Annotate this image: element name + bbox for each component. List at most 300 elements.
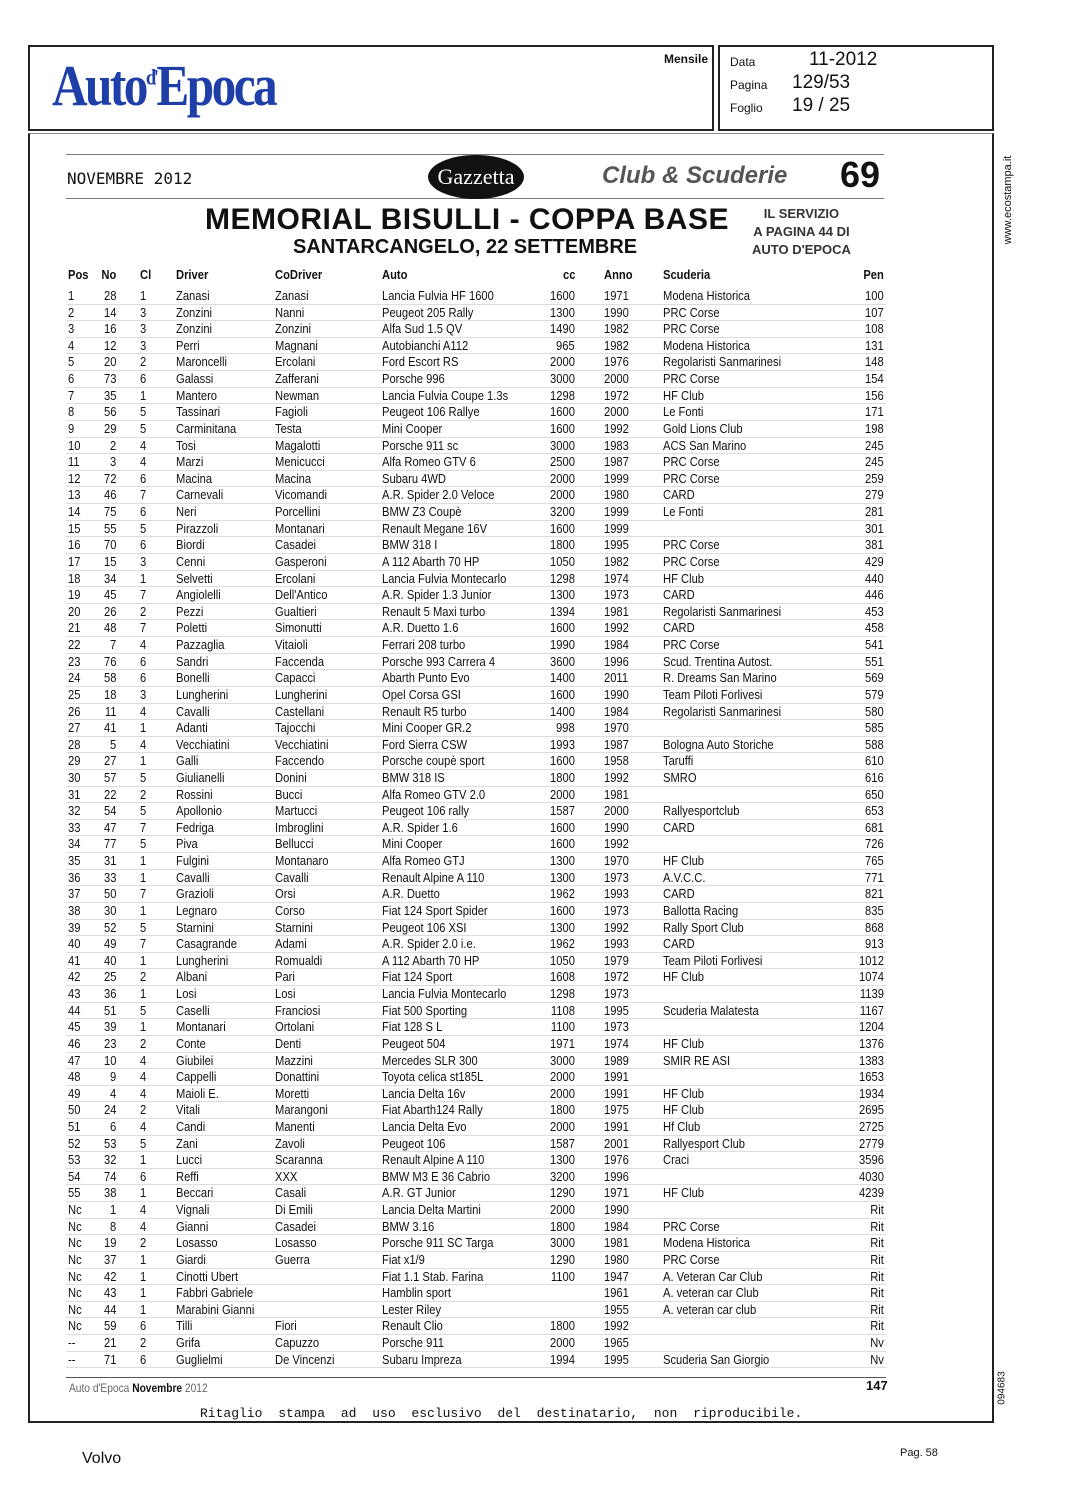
cell-penalty: Rit <box>870 1285 884 1301</box>
cell-scuderia: HF Club <box>663 1102 705 1118</box>
cell-class: 7 <box>140 620 147 636</box>
cell-number: 59 <box>103 1318 116 1334</box>
cell-driver: Maroncelli <box>176 354 227 370</box>
cell-scuderia: CARD <box>663 886 695 902</box>
clip-notice: Ritaglio stampa ad uso esclusivo del destinatario, non riproducibile. <box>200 1406 803 1421</box>
cell-pos: 54 <box>68 1168 81 1184</box>
cell-anno: 1973 <box>604 869 629 885</box>
cell-scuderia: Le Fonti <box>663 504 704 520</box>
cell-anno: 1990 <box>604 686 629 702</box>
cell-pos: 29 <box>68 753 81 769</box>
cell-anno: 1999 <box>604 504 629 520</box>
cell-codriver: Manenti <box>275 1119 315 1134</box>
cell-driver: Zani <box>176 1135 198 1151</box>
cell-anno: 1973 <box>604 986 629 1002</box>
cell-pos: 8 <box>68 404 75 420</box>
cell-penalty: 458 <box>865 620 884 636</box>
cell-pos: 13 <box>68 487 81 503</box>
cell-driver: Albani <box>176 969 208 985</box>
footer-page: 147 <box>866 1378 888 1393</box>
cell-pos: 27 <box>68 720 81 736</box>
cell-codriver: Tajocchi <box>275 720 316 736</box>
cell-scuderia: PRC Corse <box>663 470 720 486</box>
cell-anno: 1974 <box>604 1035 629 1051</box>
cell-class: 1 <box>140 1152 147 1168</box>
cell-codriver: Magalotti <box>275 437 321 453</box>
cell-codriver: Capacci <box>275 670 316 686</box>
cell-codriver: Cavalli <box>275 869 309 885</box>
cell-class: 1 <box>140 952 147 968</box>
cell-penalty: 579 <box>865 686 884 702</box>
cell-driver: Cappelli <box>176 1069 217 1085</box>
cell-pos: 48 <box>68 1069 81 1085</box>
cell-anno: 1955 <box>604 1301 629 1317</box>
cell-anno: 1981 <box>604 603 629 619</box>
cell-number: 71 <box>103 1351 116 1367</box>
cell-anno: 1983 <box>604 437 629 453</box>
cell-class: 1 <box>140 869 147 885</box>
cell-driver: Pirazzoli <box>176 520 219 536</box>
cell-driver: Biordi <box>176 537 205 553</box>
cell-scuderia: CARD <box>663 587 695 603</box>
cell-penalty: 245 <box>865 454 884 470</box>
cell-anno: 1990 <box>604 1202 629 1218</box>
cell-class: 1 <box>140 1285 147 1301</box>
cell-codriver: De Vincenzi <box>275 1351 335 1367</box>
cell-scuderia: CARD <box>663 936 695 952</box>
cell-codriver: Zafferani <box>275 371 319 387</box>
cell-cc: 2000 <box>550 354 575 370</box>
cell-penalty: 1934 <box>859 1085 884 1101</box>
cell-codriver: Pari <box>275 969 295 985</box>
note-line: A PAGINA 44 DI <box>753 224 850 239</box>
cell-class: 4 <box>140 1218 147 1234</box>
cell-auto: A.R. Spider 1.6 <box>382 819 458 835</box>
cell-pos: 5 <box>68 354 75 370</box>
cell-driver: Giubilei <box>176 1052 214 1068</box>
cell-number: 20 <box>103 354 116 370</box>
cell-class: 2 <box>140 354 147 370</box>
cell-number: 26 <box>103 603 116 619</box>
cell-class: 2 <box>140 786 147 802</box>
cell-driver: Losasso <box>176 1235 218 1251</box>
cell-scuderia: PRC Corse <box>663 371 720 387</box>
cell-cc: 965 <box>556 337 575 353</box>
cell-codriver: Vitaioli <box>275 637 308 653</box>
cell-pos: 33 <box>68 819 81 835</box>
cell-auto: Mercedes SLR 300 <box>382 1052 478 1068</box>
cell-pos: 26 <box>68 703 81 719</box>
cell-pos: 20 <box>68 603 81 619</box>
cell-anno: 1992 <box>604 1318 629 1334</box>
cell-scuderia: A. veteran car Club <box>663 1285 759 1301</box>
cell-codriver: Ortolani <box>275 1019 315 1035</box>
cell-pos: 15 <box>68 520 81 536</box>
cell-anno: 1993 <box>604 936 629 952</box>
cell-driver: Apollonio <box>176 803 223 819</box>
cell-penalty: 3596 <box>859 1152 884 1168</box>
cell-scuderia: PRC Corse <box>663 537 720 553</box>
cell-cc: 3000 <box>550 437 575 453</box>
cell-cc: 1962 <box>550 886 575 902</box>
cell-scuderia: A. veteran car club <box>663 1301 757 1317</box>
cell-number: 75 <box>103 504 116 520</box>
cell-scuderia: Scud. Trentina Autost. <box>663 653 773 669</box>
cell-codriver: Casadei <box>275 1218 317 1234</box>
cell-codriver: Moretti <box>275 1085 310 1101</box>
cell-number: 23 <box>103 1035 116 1051</box>
cell-anno: 1974 <box>604 570 629 586</box>
cell-cc: 2500 <box>550 454 575 470</box>
cell-penalty: 108 <box>865 321 884 337</box>
cell-codriver: Montanaro <box>275 853 329 869</box>
cell-class: 1 <box>140 1268 147 1284</box>
cell-anno: 1970 <box>604 720 629 736</box>
cell-auto: Porsche 993 Carrera 4 <box>382 653 496 669</box>
cell-codriver: Porcellini <box>275 504 321 520</box>
cell-number: 30 <box>103 902 116 918</box>
cell-penalty: 653 <box>865 803 884 819</box>
cell-anno: 1995 <box>604 537 629 553</box>
cell-codriver: Macina <box>275 470 312 486</box>
cell-anno: 1987 <box>604 454 629 470</box>
cell-cc: 2000 <box>550 786 575 802</box>
footer-year: 2012 <box>184 1381 208 1395</box>
pagina-value: 129/53 <box>792 72 851 93</box>
cell-auto: Renault Alpine A 110 <box>382 1152 485 1168</box>
cell-scuderia: Le Fonti <box>663 404 704 420</box>
cell-class: 7 <box>140 819 147 835</box>
cell-driver: Montanari <box>176 1019 226 1035</box>
cell-cc: 1050 <box>550 952 575 968</box>
cell-cc: 1298 <box>550 387 575 403</box>
cell-driver: Lungherini <box>176 686 229 702</box>
cell-pos: Nc <box>68 1235 82 1251</box>
cell-penalty: 100 <box>865 288 884 303</box>
cell-anno: 1995 <box>604 1351 629 1367</box>
cell-number: 33 <box>103 869 116 885</box>
cell-class: 3 <box>140 553 147 569</box>
cell-driver: Piva <box>176 836 198 852</box>
cell-number: 42 <box>103 1268 116 1284</box>
cell-class: 1 <box>140 1185 147 1201</box>
cell-driver: Legnaro <box>176 902 218 918</box>
cell-scuderia: Taruffi <box>663 753 694 769</box>
cell-pos: 44 <box>68 1002 81 1018</box>
cell-scuderia: Scuderia Malatesta <box>663 1002 759 1018</box>
cell-pos: 11 <box>68 454 80 470</box>
cell-anno: 1980 <box>604 1251 629 1267</box>
cell-cc: 1587 <box>550 803 575 819</box>
cell-auto: Fiat 124 Sport Spider <box>382 902 488 918</box>
cell-driver: Reffi <box>176 1168 199 1184</box>
cell-scuderia: PRC Corse <box>663 637 720 653</box>
cell-penalty: 726 <box>865 836 884 852</box>
cell-codriver: Magnani <box>275 337 318 353</box>
cell-auto: Fiat 500 Sporting <box>382 1002 468 1018</box>
cell-codriver: Losasso <box>275 1235 317 1251</box>
cell-pos: 14 <box>68 504 81 520</box>
cell-penalty: 1139 <box>859 986 884 1002</box>
cell-cc: 1490 <box>550 321 575 337</box>
footer-month: Novembre <box>132 1381 183 1395</box>
cell-penalty: 446 <box>865 587 884 603</box>
cell-cc: 1600 <box>550 902 575 918</box>
cell-anno: 1996 <box>604 1168 629 1184</box>
cell-number: 43 <box>103 1285 116 1301</box>
cell-auto: Ford Sierra CSW <box>382 736 468 752</box>
cell-class: 6 <box>140 1168 147 1184</box>
cell-penalty: 381 <box>865 537 884 553</box>
cell-cc: 1400 <box>550 703 575 719</box>
column-header-cc: cc <box>562 267 575 282</box>
cell-number: 5 <box>109 736 116 752</box>
cell-number: 49 <box>103 936 116 952</box>
cell-cc: 3600 <box>550 653 575 669</box>
cell-number: 41 <box>103 720 116 736</box>
cell-anno: 1984 <box>604 703 629 719</box>
cell-number: 50 <box>103 886 116 902</box>
cell-codriver: Marangoni <box>275 1102 328 1118</box>
cell-driver: Pazzaglia <box>176 637 225 653</box>
cell-number: 14 <box>103 304 116 320</box>
cell-anno: 2011 <box>604 670 629 686</box>
article-footer <box>69 1381 208 1395</box>
cell-anno: 1991 <box>604 1069 629 1085</box>
sheet-page: Pag. 58 <box>900 1447 938 1459</box>
client-name: Volvo <box>82 1450 122 1467</box>
cell-cc: 1971 <box>550 1035 575 1051</box>
cell-codriver: Menicucci <box>275 454 325 470</box>
cell-penalty: 1653 <box>859 1069 884 1085</box>
cell-cc: 1800 <box>550 1218 575 1234</box>
column-header-auto: Auto <box>382 267 408 282</box>
cell-cc: 1600 <box>550 420 575 436</box>
cell-penalty: 4030 <box>859 1168 884 1184</box>
cell-driver: Neri <box>176 504 197 520</box>
cell-penalty: 279 <box>865 487 884 503</box>
cell-cc: 1108 <box>550 1002 575 1018</box>
cell-driver: Guglielmi <box>176 1351 223 1367</box>
cell-pos: 49 <box>68 1085 81 1101</box>
cell-codriver: Di Emili <box>275 1202 313 1218</box>
cell-driver: Candi <box>176 1119 206 1134</box>
cell-pos: 7 <box>68 387 75 403</box>
cell-number: 55 <box>103 520 116 536</box>
cell-number: 58 <box>103 670 116 686</box>
cell-driver: Selvetti <box>176 570 213 586</box>
cell-scuderia: HF Club <box>663 969 705 985</box>
cell-driver: Tassinari <box>176 404 221 420</box>
cell-scuderia: Rally Sport Club <box>663 919 744 935</box>
cell-driver: Carnevali <box>176 487 224 503</box>
cell-pos: 21 <box>68 620 81 636</box>
cell-scuderia: PRC Corse <box>663 304 720 320</box>
cell-penalty: Nv <box>870 1351 884 1367</box>
column-header-codriver: CoDriver <box>275 267 323 282</box>
cell-class: 4 <box>140 1202 147 1218</box>
cell-pos: 31 <box>68 786 81 802</box>
cell-driver: Carminitana <box>176 420 237 436</box>
cell-driver: Zonzini <box>176 304 213 320</box>
cell-anno: 1984 <box>604 637 629 653</box>
cell-anno: 1958 <box>604 753 629 769</box>
cell-auto: Porsche 911 sc <box>382 437 459 453</box>
cell-anno: 2001 <box>604 1135 629 1151</box>
cell-anno: 1970 <box>604 853 629 869</box>
cell-anno: 2000 <box>604 404 629 420</box>
cell-penalty: Rit <box>870 1218 884 1234</box>
cell-driver: Gianni <box>176 1218 209 1234</box>
cell-anno: 1979 <box>604 952 629 968</box>
cell-pos: 35 <box>68 853 81 869</box>
cell-pos: Nc <box>68 1251 82 1267</box>
cell-auto: Mini Cooper <box>382 420 443 436</box>
cell-scuderia: CARD <box>663 620 695 636</box>
cell-cc: 1600 <box>550 836 575 852</box>
cell-number: 29 <box>103 420 116 436</box>
cell-auto: Peugeot 106 Rallye <box>382 404 480 420</box>
cell-anno: 1973 <box>604 902 629 918</box>
cell-auto: Fiat 1.1 Stab. Farina <box>382 1268 484 1284</box>
cell-auto: A 112 Abarth 70 HP <box>382 952 480 968</box>
cell-class: 1 <box>140 986 147 1002</box>
cell-driver: Angiolelli <box>176 587 221 603</box>
cell-auto: Fiat x1/9 <box>382 1251 425 1267</box>
cell-class: 1 <box>140 720 147 736</box>
cell-penalty: 148 <box>865 354 884 370</box>
cell-driver: Tilli <box>176 1318 193 1334</box>
cell-pos: 46 <box>68 1035 81 1051</box>
cell-penalty: 585 <box>865 720 884 736</box>
cell-number: 4 <box>109 1085 116 1101</box>
cell-class: 1 <box>140 288 147 303</box>
cell-auto: Mini Cooper <box>382 836 443 852</box>
cell-class: 2 <box>140 1035 147 1051</box>
cell-pos: 52 <box>68 1135 81 1151</box>
cell-scuderia: Hf Club <box>663 1119 701 1134</box>
cell-auto: Mini Cooper GR.2 <box>382 720 472 736</box>
issue-month: NOVEMBRE 2012 <box>67 169 193 188</box>
cell-cc: 2000 <box>550 1119 575 1134</box>
cell-anno: 1992 <box>604 620 629 636</box>
cell-pos: Nc <box>68 1285 82 1301</box>
cell-codriver: Capuzzo <box>275 1335 320 1351</box>
cell-driver: Cenni <box>176 553 206 569</box>
cell-auto: Alfa Romeo GTV 2.0 <box>382 786 486 802</box>
cell-codriver: Dell'Antico <box>275 587 328 603</box>
cell-penalty: 569 <box>865 670 884 686</box>
cell-driver: Vitali <box>176 1102 201 1118</box>
cell-penalty: 765 <box>865 853 884 869</box>
cell-penalty: 650 <box>865 786 884 802</box>
cell-driver: Giulianelli <box>176 769 225 785</box>
cell-codriver: Donini <box>275 769 307 785</box>
cell-auto: Peugeot 504 <box>382 1035 446 1051</box>
cell-cc: 1050 <box>550 553 575 569</box>
cell-class: 7 <box>140 936 147 952</box>
cell-cc: 1600 <box>550 404 575 420</box>
cell-codriver: Faccendo <box>275 753 325 769</box>
cell-scuderia: Bologna Auto Storiche <box>663 736 774 752</box>
cell-penalty: 1167 <box>859 1002 884 1018</box>
cell-anno: 1975 <box>604 1102 629 1118</box>
cell-pos: 19 <box>68 587 81 603</box>
cell-codriver: Casali <box>275 1185 307 1201</box>
cell-anno: 1992 <box>604 769 629 785</box>
cell-cc: 3200 <box>550 504 575 520</box>
cell-codriver: Donattini <box>275 1069 320 1085</box>
cell-auto: Peugeot 205 Rally <box>382 304 474 320</box>
cell-number: 6 <box>109 1119 116 1134</box>
cell-number: 25 <box>103 969 116 985</box>
cell-codriver: Franciosi <box>275 1002 321 1018</box>
cell-anno: 1972 <box>604 387 629 403</box>
cell-auto: Autobianchi A112 <box>382 337 469 353</box>
cell-number: 19 <box>103 1235 116 1251</box>
cell-driver: Caselli <box>176 1002 210 1018</box>
cell-number: 27 <box>103 753 116 769</box>
cell-pos: 40 <box>68 936 81 952</box>
article-title: MEMORIAL BISULLI - COPPA BASE <box>205 203 729 236</box>
cell-driver: Tosi <box>176 437 196 453</box>
cell-driver: Zonzini <box>176 321 213 337</box>
cell-codriver: Denti <box>275 1035 302 1051</box>
cell-penalty: 580 <box>865 703 884 719</box>
cell-number: 51 <box>103 1002 116 1018</box>
column-header-anno: Anno <box>604 267 633 282</box>
cell-class: 5 <box>140 1135 147 1151</box>
cell-auto: Porsche 911 <box>382 1335 444 1351</box>
cell-anno: 2000 <box>604 371 629 387</box>
cell-number: 10 <box>103 1052 116 1068</box>
cell-auto: Porsche coupè sport <box>382 753 485 769</box>
cell-driver: Perri <box>176 337 200 353</box>
cell-cc: 1298 <box>550 570 575 586</box>
cell-codriver: Martucci <box>275 803 318 819</box>
cell-cc: 1100 <box>550 1019 575 1035</box>
cell-driver: Macina <box>176 470 213 486</box>
cell-auto: Renault R5 turbo <box>382 703 467 719</box>
cell-pos: 37 <box>68 886 81 902</box>
cell-penalty: 171 <box>865 404 884 420</box>
cell-class: 5 <box>140 769 147 785</box>
cell-penalty: 259 <box>865 470 884 486</box>
cell-driver: Cavalli <box>176 703 210 719</box>
cell-number: 56 <box>103 404 116 420</box>
cell-penalty: 429 <box>865 553 884 569</box>
cell-class: 1 <box>140 853 147 869</box>
cell-number: 32 <box>103 1152 116 1168</box>
cell-pos: 3 <box>68 321 75 337</box>
cell-anno: 1965 <box>604 1335 629 1351</box>
cell-driver: Zanasi <box>176 288 210 303</box>
cell-auto: A.R. Duetto 1.6 <box>382 620 459 636</box>
cell-number: 2 <box>109 437 116 453</box>
cell-anno: 1971 <box>604 1185 629 1201</box>
cell-auto: Toyota celica st185L <box>382 1069 484 1085</box>
cell-class: 1 <box>140 1301 147 1317</box>
cell-number: 52 <box>103 919 116 935</box>
cell-number: 3 <box>109 454 116 470</box>
cell-class: 7 <box>140 886 147 902</box>
cell-cc: 1600 <box>550 620 575 636</box>
cell-anno: 1996 <box>604 653 629 669</box>
cell-anno: 1982 <box>604 553 629 569</box>
cell-penalty: 913 <box>865 936 884 952</box>
cell-cc: 1993 <box>550 736 575 752</box>
cell-codriver: Testa <box>275 420 302 436</box>
